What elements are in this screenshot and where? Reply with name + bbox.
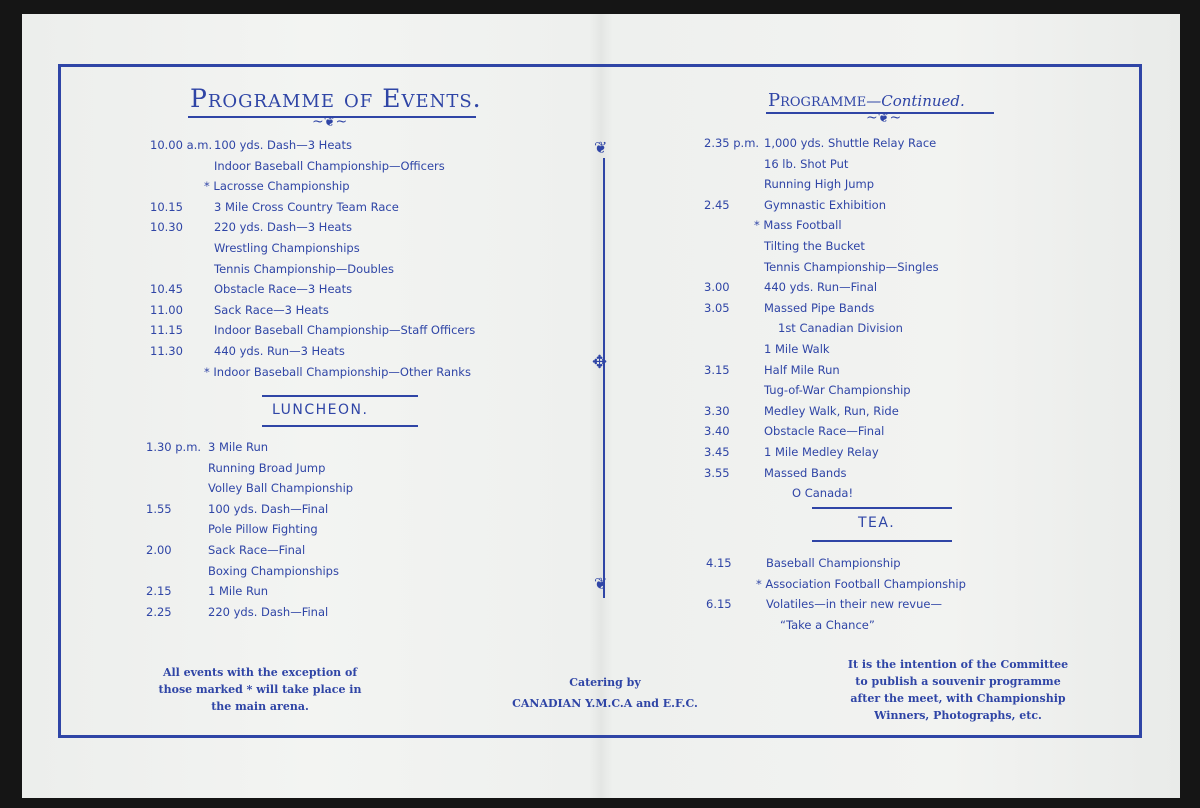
event-time: 2.00 <box>146 543 172 557</box>
event-name: * Association Football Championship <box>756 576 966 591</box>
event-name: 440 yds. Run—3 Heats <box>214 344 345 358</box>
event-name: 3 Mile Run <box>208 440 269 454</box>
event-time: 3.15 <box>704 362 730 377</box>
event-name: Tug-of-War Championship <box>764 383 911 398</box>
event-time: 11.15 <box>150 323 183 338</box>
right-footnote-line: It is the intention of the Committee <box>847 658 1069 671</box>
catering-line: CANADIAN Y.M.C.A and E.F.C. <box>512 697 698 710</box>
event-time: 3.05 <box>704 300 730 315</box>
right-footnote <box>838 656 1078 724</box>
event-name: 1 Mile Run <box>208 584 269 599</box>
right-footnote-line: to publish a souvenir programme <box>855 675 1061 688</box>
event-name: Gymnastic Exhibition <box>764 197 887 212</box>
tea-rule-bottom <box>812 540 952 542</box>
event-name: * Lacrosse Championship <box>204 179 350 194</box>
event-name: Obstacle Race—Final <box>764 424 885 439</box>
event-name: Tennis Championship—Singles <box>764 259 939 274</box>
event-time: 3.40 <box>704 424 730 439</box>
event-time: 2.35 p.m. <box>704 136 760 150</box>
event-time: 3.45 <box>704 445 730 459</box>
left-title-ornament: ~❦~ <box>312 114 348 130</box>
event-name: Indoor Baseball Championship—Officers <box>214 158 445 173</box>
event-time: 11.00 <box>150 302 183 317</box>
event-name: 220 yds. Dash—3 Heats <box>214 220 352 235</box>
event-name: 1,000 yds. Shuttle Relay Race <box>764 136 937 150</box>
event-time: 2.25 <box>146 604 172 619</box>
event-name: 3 Mile Cross Country Team Race <box>214 199 399 214</box>
event-name: “Take a Chance” <box>780 617 875 632</box>
left-footnote-line: those marked * will take place in <box>158 683 362 696</box>
event-time: 6.15 <box>706 597 732 612</box>
event-name: 100 yds. Dash—3 Heats <box>214 138 352 152</box>
event-name: * Mass Football <box>754 218 842 233</box>
luncheon-rule-top <box>262 395 418 397</box>
divider-ornament-bottom: ❦ <box>594 574 608 593</box>
center-divider <box>603 158 605 598</box>
event-time: 10.15 <box>150 199 183 214</box>
luncheon-rule-bottom <box>262 425 418 427</box>
event-time: 10.30 <box>150 220 183 235</box>
event-time: 11.30 <box>150 344 183 358</box>
catering-line: Catering by <box>569 676 641 689</box>
event-name: 1 Mile Medley Relay <box>764 445 879 459</box>
event-name: * Indoor Baseball Championship—Other Ranks <box>204 364 471 379</box>
luncheon-heading: LUNCHEON. <box>272 402 369 418</box>
right-footnote-line: after the meet, with Championship <box>850 692 1066 705</box>
right-title-ornament: ~❦~ <box>866 110 902 126</box>
event-time: 2.15 <box>146 584 172 599</box>
event-name: Sack Race—3 Heats <box>214 302 329 317</box>
event-name: Wrestling Championships <box>214 241 360 255</box>
event-time: 3.55 <box>704 465 730 480</box>
catering-note <box>490 674 720 712</box>
event-name: Boxing Championships <box>208 563 339 578</box>
right-title-main: Programme <box>768 90 867 111</box>
event-time: 3.00 <box>704 280 730 295</box>
event-time: 2.45 <box>704 197 730 212</box>
left-footnote-line: the main arena. <box>211 700 309 713</box>
event-time: 10.45 <box>150 282 183 297</box>
event-time: 10.00 a.m. <box>150 138 213 152</box>
event-name: Running Broad Jump <box>208 460 326 475</box>
event-time: 4.15 <box>706 556 732 570</box>
right-title <box>768 90 965 111</box>
event-name: Massed Pipe Bands <box>764 300 875 315</box>
event-name: Baseball Championship <box>766 556 901 570</box>
event-name: 220 yds. Dash—Final <box>208 604 329 619</box>
event-name: Sack Race—Final <box>208 543 306 557</box>
divider-ornament-top: ❦ <box>594 138 608 157</box>
event-name: Massed Bands <box>764 465 847 480</box>
event-name: Volley Ball Championship <box>208 481 354 496</box>
left-footnote <box>140 664 380 715</box>
right-footnote-line: Winners, Photographs, etc. <box>874 709 1042 722</box>
event-name: Pole Pillow Fighting <box>208 522 318 537</box>
event-name: Volatiles—in their new revue— <box>766 597 942 612</box>
event-name: Obstacle Race—3 Heats <box>214 282 353 297</box>
event-name: Half Mile Run <box>764 362 840 377</box>
right-title-suffix: —Continued. <box>866 92 965 110</box>
event-name: 440 yds. Run—Final <box>764 280 878 295</box>
tea-rule-top <box>812 507 952 509</box>
event-name: Indoor Baseball Championship—Staff Officers <box>214 323 476 338</box>
event-name: Tilting the Bucket <box>764 239 865 253</box>
event-name: 16 lb. Shot Put <box>764 156 849 171</box>
event-name: Running High Jump <box>764 177 875 192</box>
event-name: Medley Walk, Run, Ride <box>764 403 899 418</box>
event-name: 1st Canadian Division <box>778 321 903 336</box>
event-name: O Canada! <box>792 486 854 501</box>
event-time: 3.30 <box>704 403 730 418</box>
divider-ornament-middle: ✥ <box>592 352 608 373</box>
event-time: 1.30 p.m. <box>146 440 202 454</box>
tea-heading: TEA. <box>858 515 896 531</box>
event-name: 1 Mile Walk <box>764 342 830 356</box>
event-name: Tennis Championship—Doubles <box>214 261 394 276</box>
left-footnote-line: All events with the exception of <box>162 666 358 679</box>
left-title: Programme of Events. <box>190 84 482 113</box>
event-name: 100 yds. Dash—Final <box>208 501 329 516</box>
event-time: 1.55 <box>146 501 172 516</box>
